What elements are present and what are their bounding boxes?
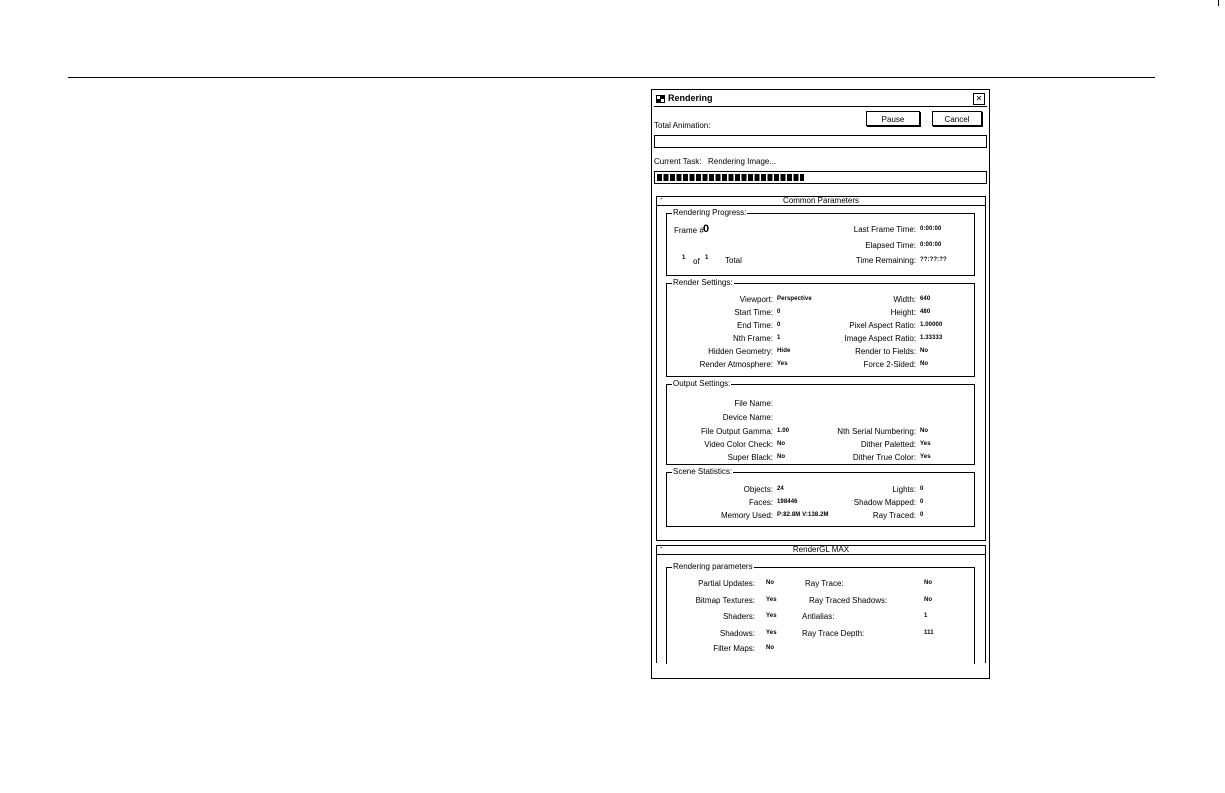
collapse-icon[interactable]: - xyxy=(660,543,663,552)
current-task-progress xyxy=(654,171,987,184)
objects-value: 24 xyxy=(777,486,784,492)
image-aspect-label: Image Aspect Ratio: xyxy=(844,334,916,343)
filter-maps-value: No xyxy=(766,645,775,651)
antialias-label: Antialias: xyxy=(802,612,835,621)
hidden-geometry-label: Hidden Geometry: xyxy=(708,347,773,356)
rendergl-max-rollout xyxy=(656,545,986,663)
scene-statistics-group xyxy=(666,467,975,527)
common-parameters-title: Common Parameters xyxy=(782,196,860,205)
elapsed-time-label: Elapsed Time: xyxy=(865,241,916,250)
width-label: Width: xyxy=(893,295,916,304)
shadows-value: Yes xyxy=(766,630,777,636)
shaders-value: Yes xyxy=(766,613,777,619)
rendergl-max-header[interactable] xyxy=(657,543,985,555)
elapsed-time-value: 0:00:00 xyxy=(920,242,942,248)
pixel-aspect-value: 1.00000 xyxy=(920,322,943,328)
faces-value: 198446 xyxy=(777,499,798,505)
ray-traced-label: Ray Traced: xyxy=(872,511,916,520)
bitmap-textures-label: Bitmap Textures: xyxy=(695,596,755,605)
nth-frame-value: 1 xyxy=(777,335,781,341)
dialog-title: Rendering xyxy=(668,93,713,103)
render-atmosphere-value: Yes xyxy=(777,361,788,367)
group-title: Rendering Progress: xyxy=(673,208,747,217)
cancel-button[interactable]: Cancel xyxy=(932,111,982,126)
corner-mark xyxy=(1218,0,1219,6)
nth-serial-numbering-label: Nth Serial Numbering: xyxy=(837,427,916,436)
collapse-icon[interactable]: - xyxy=(660,194,663,203)
rendering-dialog xyxy=(651,89,990,679)
group-title: Output Settings: xyxy=(673,379,731,388)
dialog-titlebar[interactable] xyxy=(654,92,987,107)
app-icon xyxy=(656,95,665,103)
nth-frame-label: Nth Frame: xyxy=(732,334,773,343)
current-task-progress-fill xyxy=(657,174,804,181)
frame-of-start: 1 xyxy=(682,255,686,261)
group-title: Scene Statistics: xyxy=(673,467,733,476)
memory-used-value: P:82.8M V:138.2M xyxy=(777,512,829,518)
last-frame-time-label: Last Frame Time: xyxy=(853,225,916,234)
total-animation-label: Total Animation: xyxy=(654,121,711,130)
ray-trace-depth-value: 111 xyxy=(924,630,934,636)
frame-of-end: 1 xyxy=(705,255,709,261)
rendering-progress-group xyxy=(666,208,975,276)
device-name-label: Device Name: xyxy=(722,413,773,422)
force-2-sided-value: No xyxy=(920,361,929,367)
rendering-parameters-group xyxy=(666,562,975,664)
render-settings-group xyxy=(666,278,975,377)
viewport-value: Perspective xyxy=(777,296,812,302)
filter-maps-label: Filter Maps: xyxy=(713,644,755,653)
partial-updates-label: Partial Updates: xyxy=(698,579,755,588)
ray-trace-label: Ray Trace: xyxy=(805,579,844,588)
start-time-label: Start Time: xyxy=(734,308,773,317)
width-value: 640 xyxy=(920,296,931,302)
dither-true-color-label: Dither True Color: xyxy=(852,453,916,462)
file-name-label: File Name: xyxy=(734,399,773,408)
lights-value: 0 xyxy=(920,486,924,492)
render-to-fields-value: No xyxy=(920,348,929,354)
shadow-mapped-label: Shadow Mapped: xyxy=(853,498,916,507)
current-task-label: Current Task: xyxy=(654,157,702,166)
current-task-value: Rendering Image... xyxy=(708,157,777,166)
force-2-sided-label: Force 2-Sided: xyxy=(863,360,916,369)
shadow-mapped-value: 0 xyxy=(920,499,924,505)
pixel-aspect-label: Pixel Aspect Ratio: xyxy=(849,321,916,330)
rendergl-max-title: RenderGL MAX xyxy=(792,545,850,554)
lights-label: Lights: xyxy=(892,485,916,494)
render-atmosphere-label: Render Atmosphere: xyxy=(699,360,773,369)
antialias-value: 1 xyxy=(924,613,928,619)
viewport-label: Viewport: xyxy=(739,295,773,304)
ray-traced-shadows-value: No xyxy=(924,597,933,603)
faces-label: Faces: xyxy=(748,498,773,507)
group-title: Render Settings: xyxy=(673,278,733,287)
video-color-check-value: No xyxy=(777,441,786,447)
common-parameters-header[interactable] xyxy=(657,194,985,206)
page-divider-line xyxy=(68,77,1155,78)
start-time-value: 0 xyxy=(777,309,781,315)
group-title: Rendering parameters xyxy=(673,562,753,571)
file-output-gamma-value: 1.00 xyxy=(777,428,790,434)
end-time-label: End Time: xyxy=(736,321,773,330)
super-black-label: Super Black: xyxy=(727,453,773,462)
dither-paletted-value: Yes xyxy=(920,441,931,447)
height-label: Height: xyxy=(890,308,916,317)
shaders-label: Shaders: xyxy=(722,612,755,621)
close-icon[interactable]: ✕ xyxy=(973,93,985,105)
height-value: 480 xyxy=(920,309,931,315)
total-label: Total xyxy=(725,256,742,265)
output-settings-group xyxy=(666,379,975,465)
nth-serial-numbering-value: No xyxy=(920,428,929,434)
dither-paletted-label: Dither Paletted: xyxy=(860,440,916,449)
image-aspect-value: 1.33333 xyxy=(920,335,943,341)
ray-traced-value: 0 xyxy=(920,512,924,518)
ray-traced-shadows-label: Ray Traced Shadows: xyxy=(809,596,888,605)
ray-trace-value: No xyxy=(924,580,933,586)
objects-label: Objects: xyxy=(743,485,773,494)
last-frame-time-value: 0:00:00 xyxy=(920,226,942,232)
hidden-geometry-value: Hide xyxy=(777,348,791,354)
super-black-value: No xyxy=(777,454,786,460)
render-to-fields-label: Render to Fields: xyxy=(855,347,916,356)
of-label: of xyxy=(693,257,700,266)
pause-button[interactable]: Pause xyxy=(866,111,920,126)
ray-trace-depth-label: Ray Trace Depth: xyxy=(802,629,865,638)
end-time-value: 0 xyxy=(777,322,781,328)
partial-updates-value: No xyxy=(766,580,775,586)
time-remaining-value: ??:??:?? xyxy=(920,257,947,263)
shadows-label: Shadows: xyxy=(719,629,755,638)
common-parameters-rollout xyxy=(656,196,986,541)
total-animation-progress xyxy=(654,135,987,148)
dither-true-color-value: Yes xyxy=(920,454,931,460)
memory-used-label: Memory Used: xyxy=(720,511,773,520)
frame-value: 0 xyxy=(703,223,710,235)
bitmap-textures-value: Yes xyxy=(766,597,777,603)
time-remaining-label: Time Remaining: xyxy=(855,256,916,265)
frame-label: Frame # xyxy=(674,226,704,235)
file-output-gamma-label: File Output Gamma: xyxy=(700,427,773,436)
video-color-check-label: Video Color Check: xyxy=(704,440,773,449)
